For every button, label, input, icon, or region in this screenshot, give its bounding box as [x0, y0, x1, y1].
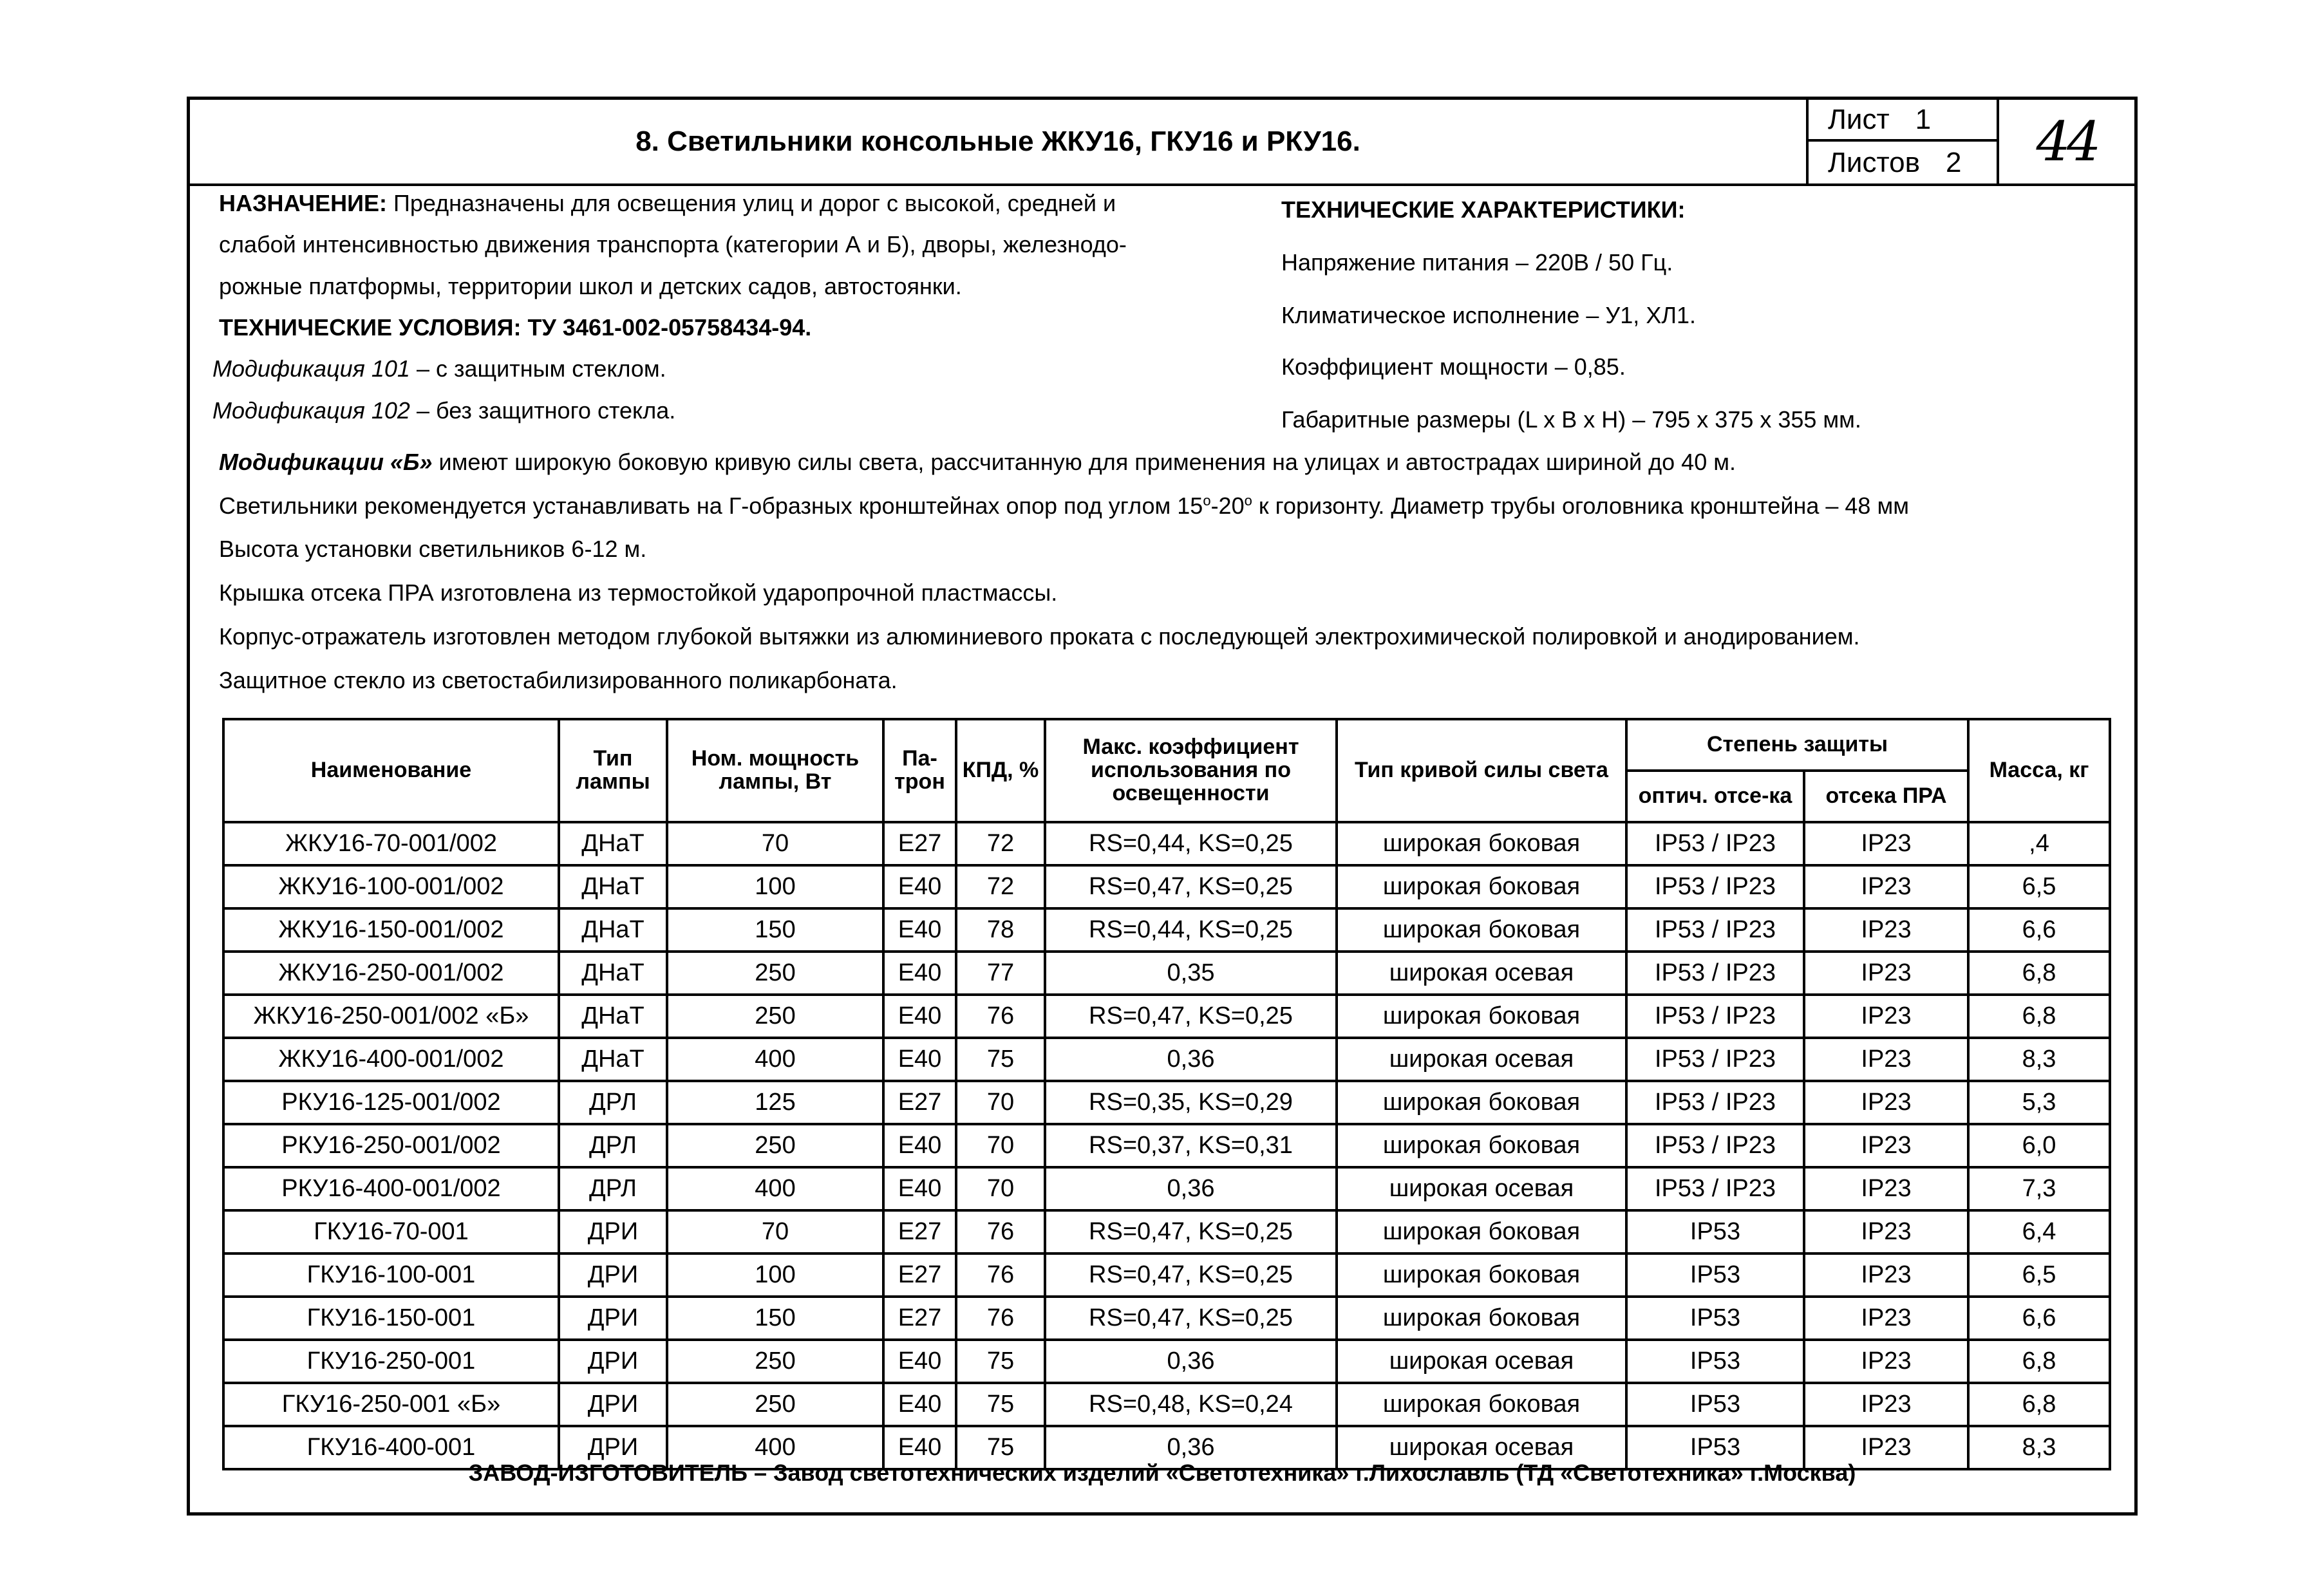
- table-cell: IP53: [1626, 1253, 1804, 1297]
- table-cell: ДНаТ: [559, 865, 667, 908]
- table-cell: 6,6: [1968, 908, 2110, 952]
- table-cell: 250: [667, 1124, 883, 1167]
- table-cell: RS=0,47, KS=0,25: [1045, 1297, 1337, 1340]
- table-cell: RS=0,47, KS=0,25: [1045, 1253, 1337, 1297]
- table-cell: IP53 / IP23: [1626, 1124, 1804, 1167]
- table-cell: IP23: [1804, 1167, 1968, 1210]
- table-cell: Е27: [883, 1210, 956, 1253]
- mod102-text: – без защитного стекла.: [409, 397, 676, 424]
- table-cell: Е40: [883, 1038, 956, 1081]
- spec-voltage: Напряжение питания – 220В / 50 Гц.: [1281, 249, 1673, 276]
- mod101-text: – с защитным стеклом.: [409, 355, 666, 382]
- table-cell: 75: [956, 1340, 1045, 1383]
- sheet-info: [1806, 100, 1999, 183]
- table-cell: 76: [956, 1210, 1045, 1253]
- table-cell: ДНаТ: [559, 952, 667, 995]
- table-cell: 78: [956, 908, 1045, 952]
- spec-dimensions: Габаритные размеры (L x B x H) – 795 x 375 x 355 мм.: [1281, 406, 1861, 433]
- table-cell: IP53: [1626, 1210, 1804, 1253]
- table-cell: IP53: [1626, 1297, 1804, 1340]
- table-cell: широкая боковая: [1337, 995, 1626, 1038]
- mount-degree-2: o: [1244, 493, 1252, 509]
- table-cell: 70: [956, 1167, 1045, 1210]
- col-protection: Степень защиты: [1626, 719, 1968, 771]
- table-cell: Е27: [883, 1253, 956, 1297]
- table-cell: ГКУ16-150-001: [223, 1297, 559, 1340]
- table-row: [223, 1081, 2110, 1124]
- table-cell: Е27: [883, 1081, 956, 1124]
- table-cell: 250: [667, 952, 883, 995]
- table-cell: 75: [956, 1038, 1045, 1081]
- table-cell: 100: [667, 1253, 883, 1297]
- table-cell: IP23: [1804, 865, 1968, 908]
- mod102-name: Модификация 102: [212, 397, 410, 424]
- table-cell: IP23: [1804, 995, 1968, 1038]
- table-cell: РКУ16-400-001/002: [223, 1167, 559, 1210]
- table-cell: 125: [667, 1081, 883, 1124]
- table-cell: 5,3: [1968, 1081, 2110, 1124]
- table-cell: 250: [667, 1340, 883, 1383]
- table-cell: IP53: [1626, 1383, 1804, 1426]
- table-cell: IP53: [1626, 1426, 1804, 1469]
- table-cell: ГКУ16-250-001 «Б»: [223, 1383, 559, 1426]
- mount-degree-1: o: [1203, 493, 1211, 509]
- table-cell: широкая боковая: [1337, 908, 1626, 952]
- table-cell: Е40: [883, 1426, 956, 1469]
- table-cell: РКУ16-250-001/002: [223, 1124, 559, 1167]
- table-cell: широкая боковая: [1337, 1210, 1626, 1253]
- table-row: [223, 1167, 2110, 1210]
- col-protection-optic: оптич. отсе-ка: [1626, 771, 1804, 822]
- table-cell: 400: [667, 1038, 883, 1081]
- table-cell: IP23: [1804, 1210, 1968, 1253]
- table-body: [223, 822, 2110, 1469]
- table-cell: 0,36: [1045, 1038, 1337, 1081]
- table-cell: ДНаТ: [559, 822, 667, 865]
- table-cell: 0,36: [1045, 1426, 1337, 1469]
- table-cell: 150: [667, 908, 883, 952]
- col-mass: Масса, кг: [1968, 719, 2110, 822]
- table-cell: 77: [956, 952, 1045, 995]
- table-cell: 100: [667, 865, 883, 908]
- spec-climate: Климатическое исполнение – У1, ХЛ1.: [1281, 302, 1696, 328]
- col-curve: Тип кривой силы света: [1337, 719, 1626, 822]
- table-cell: ДНаТ: [559, 1038, 667, 1081]
- table-cell: 6,6: [1968, 1297, 2110, 1340]
- purpose-line-1: [219, 192, 1116, 215]
- sheets-count-row: [1809, 142, 1997, 183]
- spec-power-factor: Коэффициент мощности – 0,85.: [1281, 353, 1626, 380]
- table-cell: IP23: [1804, 1426, 1968, 1469]
- table-cell: IP53 / IP23: [1626, 1081, 1804, 1124]
- table-cell: ДРИ: [559, 1426, 667, 1469]
- table-cell: IP53 / IP23: [1626, 995, 1804, 1038]
- table-cell: IP53 / IP23: [1626, 822, 1804, 865]
- table-cell: ,4: [1968, 822, 2110, 865]
- sheet-value: 1: [1915, 103, 1932, 135]
- table-header-row: [223, 719, 2110, 771]
- table-cell: RS=0,44, KS=0,25: [1045, 822, 1337, 865]
- luminaires-table: [222, 718, 2111, 1470]
- document-frame: [187, 97, 2138, 1516]
- table-row: [223, 1383, 2110, 1426]
- handwritten-page-number: 44: [2036, 110, 2098, 173]
- table-cell: IP53 / IP23: [1626, 952, 1804, 995]
- table-cell: широкая боковая: [1337, 1081, 1626, 1124]
- sheet-number-row: [1809, 100, 1997, 142]
- table-row: [223, 1297, 2110, 1340]
- table-cell: IP23: [1804, 1038, 1968, 1081]
- table-cell: ЖКУ16-250-001/002: [223, 952, 559, 995]
- table-cell: RS=0,48, KS=0,24: [1045, 1383, 1337, 1426]
- table-cell: 400: [667, 1426, 883, 1469]
- modification-102: [212, 399, 675, 422]
- table-cell: Е40: [883, 952, 956, 995]
- table-cell: ДРИ: [559, 1340, 667, 1383]
- page-title: 8. Светильники консольные ЖКУ16, ГКУ16 и РКУ16.: [635, 126, 1360, 157]
- purpose-line-3: рожные платформы, территории школ и детских садов, автостоянки.: [219, 273, 962, 299]
- table-cell: Е27: [883, 1297, 956, 1340]
- table-cell: широкая осевая: [1337, 1426, 1626, 1469]
- table-cell: 150: [667, 1297, 883, 1340]
- table-cell: РКУ16-125-001/002: [223, 1081, 559, 1124]
- table-cell: 75: [956, 1426, 1045, 1469]
- table-cell: 76: [956, 995, 1045, 1038]
- table-cell: 6,0: [1968, 1124, 2110, 1167]
- table-cell: IP23: [1804, 1124, 1968, 1167]
- table-cell: Е27: [883, 822, 956, 865]
- table-cell: ЖКУ16-100-001/002: [223, 865, 559, 908]
- note-modification-b: [219, 451, 1736, 474]
- table-cell: 70: [667, 822, 883, 865]
- table-cell: широкая осевая: [1337, 952, 1626, 995]
- table-row: [223, 1210, 2110, 1253]
- purpose-label: НАЗНАЧЕНИЕ:: [219, 190, 387, 216]
- col-utilization: Макс. коэффициент использования по освещенности: [1045, 719, 1337, 822]
- note-glass: Защитное стекло из светостабилизированного поликарбоната.: [219, 667, 898, 693]
- col-protection-pra: отсека ПРА: [1804, 771, 1968, 822]
- table-cell: ГКУ16-70-001: [223, 1210, 559, 1253]
- table-cell: широкая боковая: [1337, 1383, 1626, 1426]
- table-cell: 0,35: [1045, 952, 1337, 995]
- table-cell: IP23: [1804, 952, 1968, 995]
- table-cell: IP53 / IP23: [1626, 1038, 1804, 1081]
- purpose-text-1: Предназначены для освещения улиц и дорог с высокой, средней и: [386, 190, 1116, 216]
- table-cell: Е40: [883, 1340, 956, 1383]
- purpose-line-2: слабой интенсивностью движения транспорта (категории А и Б), дворы, железнодо-: [219, 231, 1127, 258]
- table-cell: ГКУ16-250-001: [223, 1340, 559, 1383]
- table-cell: 75: [956, 1383, 1045, 1426]
- table-row: [223, 1340, 2110, 1383]
- sheet-label: Лист: [1828, 103, 1890, 135]
- table-cell: ДРИ: [559, 1297, 667, 1340]
- modification-101: [212, 357, 666, 380]
- mount-text-b: -20: [1210, 493, 1245, 519]
- table-cell: 8,3: [1968, 1426, 2110, 1469]
- table-cell: ДРЛ: [559, 1081, 667, 1124]
- sheets-value: 2: [1945, 146, 1962, 178]
- table-cell: 6,8: [1968, 952, 2110, 995]
- table-row: [223, 908, 2110, 952]
- table-cell: RS=0,35, KS=0,29: [1045, 1081, 1337, 1124]
- table-cell: ЖКУ16-150-001/002: [223, 908, 559, 952]
- table-row: [223, 995, 2110, 1038]
- table-cell: ДРЛ: [559, 1167, 667, 1210]
- table-cell: ДРЛ: [559, 1124, 667, 1167]
- table-cell: IP23: [1804, 1340, 1968, 1383]
- technical-conditions: ТЕХНИЧЕСКИЕ УСЛОВИЯ: ТУ 3461-002-05758434-94.: [219, 314, 812, 341]
- col-name: Наименование: [223, 719, 559, 822]
- table-cell: IP53 / IP23: [1626, 1167, 1804, 1210]
- table-cell: ДНаТ: [559, 995, 667, 1038]
- col-socket: Па-трон: [883, 719, 956, 822]
- table-cell: 72: [956, 865, 1045, 908]
- table-cell: 7,3: [1968, 1167, 2110, 1210]
- col-lamp-type: Тип лампы: [559, 719, 667, 822]
- table-cell: ДРИ: [559, 1383, 667, 1426]
- mount-text-c: к горизонту. Диаметр трубы оголовника кронштейна – 48 мм: [1252, 493, 1909, 519]
- table-cell: 0,36: [1045, 1340, 1337, 1383]
- modb-name: Модификации «Б»: [219, 449, 433, 475]
- table-cell: IP23: [1804, 908, 1968, 952]
- table-row: [223, 952, 2110, 995]
- table-cell: ЖКУ16-400-001/002: [223, 1038, 559, 1081]
- table-cell: Е40: [883, 995, 956, 1038]
- table-row: [223, 1253, 2110, 1297]
- table-cell: широкая боковая: [1337, 1297, 1626, 1340]
- mod101-name: Модификация 101: [212, 355, 410, 382]
- table-row: [223, 1038, 2110, 1081]
- table-cell: 70: [956, 1124, 1045, 1167]
- title-block: [190, 100, 2134, 186]
- table-cell: Е40: [883, 1124, 956, 1167]
- mount-text-a: Светильники рекомендуется устанавливать на Г-образных кронштейнах опор под углом 15: [219, 493, 1203, 519]
- table-cell: широкая осевая: [1337, 1340, 1626, 1383]
- table-cell: ГКУ16-400-001: [223, 1426, 559, 1469]
- table-cell: IP53 / IP23: [1626, 908, 1804, 952]
- note-body: Корпус-отражатель изготовлен методом глубокой вытяжки из алюминиевого проката с последующей электрохимической полировкой и анодированием.: [219, 623, 1860, 650]
- table-cell: 400: [667, 1167, 883, 1210]
- table-cell: 76: [956, 1297, 1045, 1340]
- specs-heading: ТЕХНИЧЕСКИЕ ХАРАКТЕРИСТИКИ:: [1281, 196, 1686, 223]
- table-cell: 72: [956, 822, 1045, 865]
- table-row: [223, 1124, 2110, 1167]
- table-cell: RS=0,47, KS=0,25: [1045, 865, 1337, 908]
- col-power: Ном. мощность лампы, Вт: [667, 719, 883, 822]
- note-mounting: [219, 494, 1909, 518]
- table-cell: ДРИ: [559, 1210, 667, 1253]
- table-cell: IP23: [1804, 1297, 1968, 1340]
- table-cell: 6,8: [1968, 1383, 2110, 1426]
- table-row: [223, 822, 2110, 865]
- table-cell: ЖКУ16-70-001/002: [223, 822, 559, 865]
- table-cell: IP23: [1804, 1383, 1968, 1426]
- table-cell: IP23: [1804, 1081, 1968, 1124]
- table-cell: IP53: [1626, 1340, 1804, 1383]
- table-cell: RS=0,47, KS=0,25: [1045, 995, 1337, 1038]
- table-cell: IP53 / IP23: [1626, 865, 1804, 908]
- table-cell: широкая боковая: [1337, 865, 1626, 908]
- table-cell: IP23: [1804, 822, 1968, 865]
- table-row: [223, 865, 2110, 908]
- table-cell: 6,5: [1968, 1253, 2110, 1297]
- table-cell: RS=0,47, KS=0,25: [1045, 1210, 1337, 1253]
- table-cell: Е40: [883, 908, 956, 952]
- note-height: Высота установки светильников 6-12 м.: [219, 536, 647, 562]
- table-cell: ДРИ: [559, 1253, 667, 1297]
- table-cell: RS=0,37, KS=0,31: [1045, 1124, 1337, 1167]
- table-cell: широкая боковая: [1337, 822, 1626, 865]
- table-cell: 0,36: [1045, 1167, 1337, 1210]
- table-cell: ДНаТ: [559, 908, 667, 952]
- modb-text: имеют широкую боковую кривую силы света, рассчитанную для применения на улицах и автострадах шириной до 40 м.: [432, 449, 1736, 475]
- table-cell: 250: [667, 1383, 883, 1426]
- manufacturer-footer: ЗАВОД-ИЗГОТОВИТЕЛЬ – Завод светотехнических изделий «Светотехника» г.Лихославль (ТД «Светотехника» г.Москва): [468, 1460, 1856, 1486]
- table-cell: 70: [956, 1081, 1045, 1124]
- table-cell: ГКУ16-100-001: [223, 1253, 559, 1297]
- table-cell: IP23: [1804, 1253, 1968, 1297]
- table-cell: 6,4: [1968, 1210, 2110, 1253]
- table-cell: широкая боковая: [1337, 1253, 1626, 1297]
- table-cell: 76: [956, 1253, 1045, 1297]
- table-cell: широкая боковая: [1337, 1124, 1626, 1167]
- table-cell: 250: [667, 995, 883, 1038]
- table-cell: широкая осевая: [1337, 1038, 1626, 1081]
- note-cover: Крышка отсека ПРА изготовлена из термостойкой ударопрочной пластмассы.: [219, 579, 1058, 606]
- table-cell: Е40: [883, 865, 956, 908]
- table-cell: ЖКУ16-250-001/002 «Б»: [223, 995, 559, 1038]
- table-cell: широкая осевая: [1337, 1167, 1626, 1210]
- col-efficiency: КПД, %: [956, 719, 1045, 822]
- table-cell: 70: [667, 1210, 883, 1253]
- table-cell: Е40: [883, 1383, 956, 1426]
- table-cell: 6,5: [1968, 865, 2110, 908]
- table-cell: 8,3: [1968, 1038, 2110, 1081]
- table-cell: RS=0,44, KS=0,25: [1045, 908, 1337, 952]
- table-cell: 6,8: [1968, 995, 2110, 1038]
- sheets-label: Листов: [1828, 146, 1920, 178]
- table-cell: Е40: [883, 1167, 956, 1210]
- table-cell: 6,8: [1968, 1340, 2110, 1383]
